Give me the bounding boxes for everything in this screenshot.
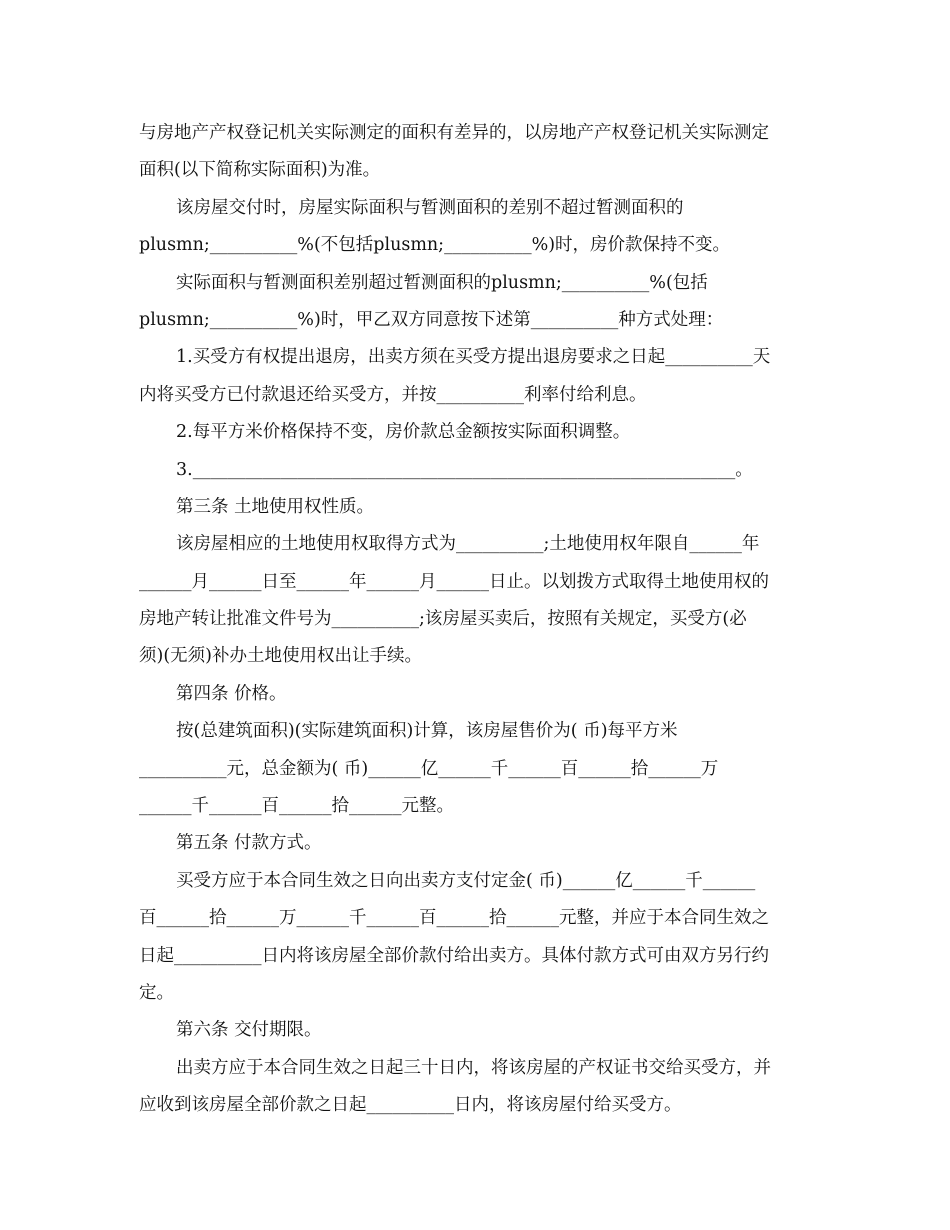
paragraph-line: 应收到该房屋全部价款之日起__________日内，将该房屋付给买受方。 (139, 1095, 682, 1116)
paragraph-line: 出卖方应于本合同生效之日起三十日内，将该房屋的产权证书交给买受方，并 (176, 1057, 771, 1078)
paragraph-line: 按(总建筑面积)(实际建筑面积)计算，该房屋售价为( 币)每平方米 (176, 721, 678, 742)
document-body (139, 115, 811, 1125)
paragraph-line: ______月______日至______年______月______日止。以划拨方式取得土地使用权的 (139, 571, 769, 592)
paragraph-line: 内将买受方已付款退还给买受方，并按__________利率付给利息。 (139, 384, 647, 405)
paragraph-line: 买受方应于本合同生效之日向出卖方支付定金( 币)______亿______千______ (176, 870, 756, 891)
paragraph-line: 房地产转让批准文件号为__________;该房屋买卖后，按照有关规定，买受方(必 (139, 609, 747, 630)
section-heading-article-4: 第四条 价格。 (176, 683, 287, 704)
section-heading-article-3: 第三条 土地使用权性质。 (176, 496, 375, 517)
paragraph-line: __________元，总金额为( 币)______亿______千______百______拾______万 (139, 758, 719, 779)
section-heading-article-5: 第五条 付款方式。 (176, 833, 322, 854)
paragraph-line: 日起__________日内将该房屋全部价款付给出卖方。具体付款方式可由双方另行约 (139, 945, 769, 966)
list-item-1: 1.买受方有权提出退房，出卖方须在买受方提出退房要求之日起__________天 (176, 347, 771, 368)
paragraph-line: 百______拾______万______千______百______拾______元整，并应于本合同生效之 (139, 908, 769, 929)
paragraph-line: plusmn;__________%(不包括plusmn;__________%)时，房价款保持不变。 (139, 235, 731, 256)
paragraph-line: ______千______百______拾______元整。 (139, 796, 454, 817)
list-item-3: 3.______________________________________________________________。 (176, 459, 753, 480)
paragraph-line: 与房地产产权登记机关实际测定的面积有差异的，以房地产产权登记机关实际测定 (139, 123, 769, 143)
paragraph-line: 该房屋交付时，房屋实际面积与暂测面积的差别不超过暂测面积的 (176, 197, 684, 218)
paragraph-line: 该房屋相应的土地使用权取得方式为__________;土地使用权年限自______年 (176, 534, 760, 555)
paragraph-line: 须)(无须)补办土地使用权出让手续。 (139, 646, 422, 667)
paragraph-line: plusmn;__________%)时，甲乙双方同意按下述第__________种方式处理： (139, 309, 724, 330)
list-item-2: 2.每平方米价格保持不变，房价款总金额按实际面积调整。 (176, 422, 631, 443)
section-heading-article-6: 第六条 交付期限。 (176, 1020, 322, 1041)
paragraph-line: 面积(以下简称实际面积)为准。 (139, 160, 381, 181)
paragraph-line: 实际面积与暂测面积差别超过暂测面积的plusmn;__________%(包括 (176, 272, 708, 293)
paragraph-line: 定。 (139, 982, 174, 1003)
